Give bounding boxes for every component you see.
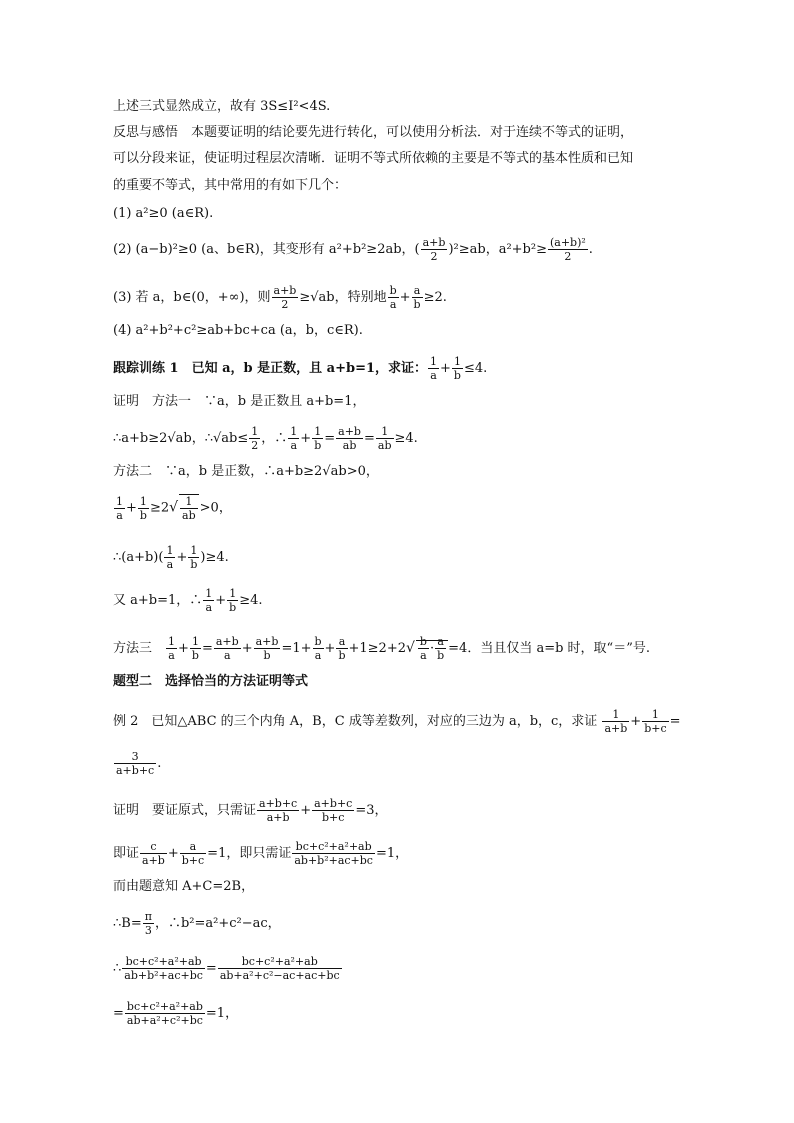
line-item-3: (3) 若 a，b∈(0，+∞)，则 $\frac{a+b}{2}$ ≥√ab，特别地 $\frac{b}{a}$ + $\frac{a}{b}$ ≥2. (113, 284, 447, 311)
fraction: $\frac{a}{b}$ (413, 284, 421, 311)
fraction: $\frac{1}{a+b}$ (604, 708, 628, 735)
fraction: $\frac{1}{b+c}$ (644, 708, 667, 735)
line-reflection-1: 反思与感悟 本题要证明的结论要先进行转化，可以使用分析法．对于连续不等式的证明， (113, 125, 634, 140)
fraction: $\frac{1}{a}$ (205, 587, 213, 614)
fraction: $\frac{b}{a}$ (389, 284, 397, 311)
fraction: $\frac{\text{bc+c²+a²+ab}}{\text{ab+a²+c²−ac+ac+bc}}$ (219, 955, 340, 982)
fraction: $\frac{1}{b}$ (190, 544, 198, 571)
fraction: $\frac{1}{b}$ (314, 425, 322, 452)
line-item-2: (2) (a−b)²≥0 (a、b∈R)，其变形有 a²+b²≥2ab，( $\frac{a+b}{2}$ )²≥ab，a²+b²≥ $\frac{\text{(a+b)²}}{2}$ . (113, 236, 593, 263)
fraction: $\frac{b}{a}$ (419, 635, 427, 662)
line-proof-eq-6: = $\frac{\text{bc+c²+a²+ab}}{\text{ab+a²+c²+bc}}$ =1， (113, 1000, 239, 1027)
fraction: $\frac{\pi}{3}$ (144, 910, 152, 937)
fraction: $\frac{1}{a}$ (116, 494, 123, 522)
fraction: $\frac{1}{a}$ (290, 425, 298, 452)
line-proof-method-2c: ∴(a+b)( $\frac{1}{a}$ + $\frac{1}{b}$ )≥4. (113, 544, 229, 571)
fraction: $\frac{a+b}{a}$ (215, 635, 239, 662)
fraction: $\frac{b}{a}$ (314, 635, 322, 662)
fraction: $\frac{1}{a}$ (168, 635, 176, 662)
line-proof-eq-4: ∴B= $\frac{\pi}{3}$ ，∴b²=a²+c²−ac， (113, 910, 281, 937)
line-proof-method-1: 证明 方法一 ∵a，b 是正数且 a+b=1， (113, 394, 366, 409)
fraction: $\frac{a+b+c}{b+c}$ (314, 797, 353, 824)
fraction: $\frac{\text{bc+c²+a²+ab}}{\text{ab+a²+c²+bc}}$ (126, 1000, 203, 1027)
fraction: $\frac{1}{b}$ (139, 494, 147, 522)
fraction: $\frac{a+b}{2}$ (273, 284, 297, 311)
fraction: $\frac{1}{a}$ (430, 355, 438, 382)
fraction: $\frac{a+b+c}{a+b}$ (259, 797, 298, 824)
line-proof-method-1b: ∴a+b≥2√ab，∴√ab≤ $\frac{1}{2}$ ，∴ $\frac{1}{a}$ + $\frac{1}{b}$ = $\frac{a+b}{ab}$ = $\frac{1}{ab}$ ≥4. (113, 425, 418, 452)
sqrt-fraction: $\frac{1}{ab}$ (179, 494, 199, 522)
line-item-1: (1) a²≥0 (a∈R). (113, 206, 214, 221)
fraction: $\frac{c}{a+b}$ (142, 840, 165, 867)
line-proof-eq-1: 证明 要证原式，只需证 $\frac{a+b+c}{a+b}$ + $\frac{a+b+c}{b+c}$ =3， (113, 797, 388, 824)
line-proof-eq-5: ∴ $\frac{\text{bc+c²+a²+ab}}{\text{ab+b²+ac+bc}}$ = $\frac{\text{bc+c²+a²+ab}}{\text{ab+a²+c²−ac+ac+bc}}$ (113, 955, 340, 982)
line-proof-method-2d: 又 a+b=1，∴ $\frac{1}{a}$ + $\frac{1}{b}$ ≥4. (113, 587, 263, 614)
fraction: $\frac{1}{2}$ (251, 425, 259, 452)
fraction: $\frac{a}{b+c}$ (181, 840, 205, 867)
line-proof-method-2: 方法二 ∵a，b 是正数，∴a+b≥2√ab>0， (113, 464, 379, 479)
line-exercise-1: 跟踪训练 1 已知 a，b 是正数，且 a+b=1，求证： $\frac{1}{a}$ + $\frac{1}{b}$ ≤4. (113, 355, 488, 382)
fraction: $\frac{3}{a+b+c}$ (116, 750, 155, 777)
line-reflection-3: 的重要不等式，其中常用的有如下几个： (113, 178, 348, 193)
line-example-2: 例 2 已知△ABC 的三个内角 A，B，C 成等差数列，对应的三边为 a，b，c，求证 $\frac{1}{a+b}$ + $\frac{1}{b+c}$ = (113, 708, 681, 735)
line-proof-eq-2: 即证 $\frac{c}{a+b}$ + $\frac{a}{b+c}$ =1，即只需证 $\frac{\text{bc+c²+a²+ab}}{\text{ab+b²+ac+bc}}$ =1， (113, 840, 409, 867)
line-proof-method-3: 方法三 $\frac{1}{a}$ + $\frac{1}{b}$ = $\frac{a+b}{a}$ + $\frac{a+b}{b}$ =1+ $\frac{b}{a}$ + $\frac{a}{b}$ +1≥2+2√ $\frac{b}{a}$ · $\frac{a}{b}$ =4．当且仅当 a=b 时，取“＝”号. (113, 635, 650, 662)
section-heading: 题型二 选择恰当的方法证明等式 (113, 674, 309, 689)
line-proof-eq-3: 而由题意知 A+C=2B， (113, 879, 255, 894)
fraction: $\frac{\text{bc+c²+a²+ab}}{\text{ab+b²+ac+bc}}$ (124, 955, 203, 982)
line-proof-method-2b: $\frac{1}{a}$ + $\frac{1}{b}$ ≥2√ $\frac{1}{ab}$ >0， (116, 494, 232, 522)
fraction: $\frac{a+b}{ab}$ (338, 425, 361, 452)
fraction: $\frac{1}{ab}$ (377, 425, 392, 452)
line-reflection-2: 可以分段来证，使证明过程层次清晰．证明不等式所依赖的主要是不等式的基本性质和已知 (113, 151, 634, 166)
fraction: $\frac{a+b}{2}$ (422, 236, 446, 263)
fraction: $\frac{1}{b}$ (229, 587, 237, 614)
fraction: $\frac{1}{b}$ (453, 355, 461, 382)
fraction: $\frac{a+b}{b}$ (255, 635, 279, 662)
line-conclusion: 上述三式显然成立，故有 3S≤I²<4S. (113, 99, 331, 114)
fraction: $\frac{\text{bc+c²+a²+ab}}{\text{ab+b²+ac+bc}}$ (294, 840, 373, 867)
fraction: $\frac{1}{b}$ (191, 635, 199, 662)
line-example-2b: $\frac{3}{a+b+c}$ . (116, 750, 162, 777)
fraction: $\frac{\text{(a+b)²}}{2}$ (549, 236, 586, 263)
line-item-4: (4) a²+b²+c²≥ab+bc+ca (a，b，c∈R). (113, 323, 363, 338)
fraction: $\frac{a}{b}$ (437, 635, 445, 662)
fraction: $\frac{a}{b}$ (338, 635, 346, 662)
fraction: $\frac{1}{a}$ (166, 544, 174, 571)
